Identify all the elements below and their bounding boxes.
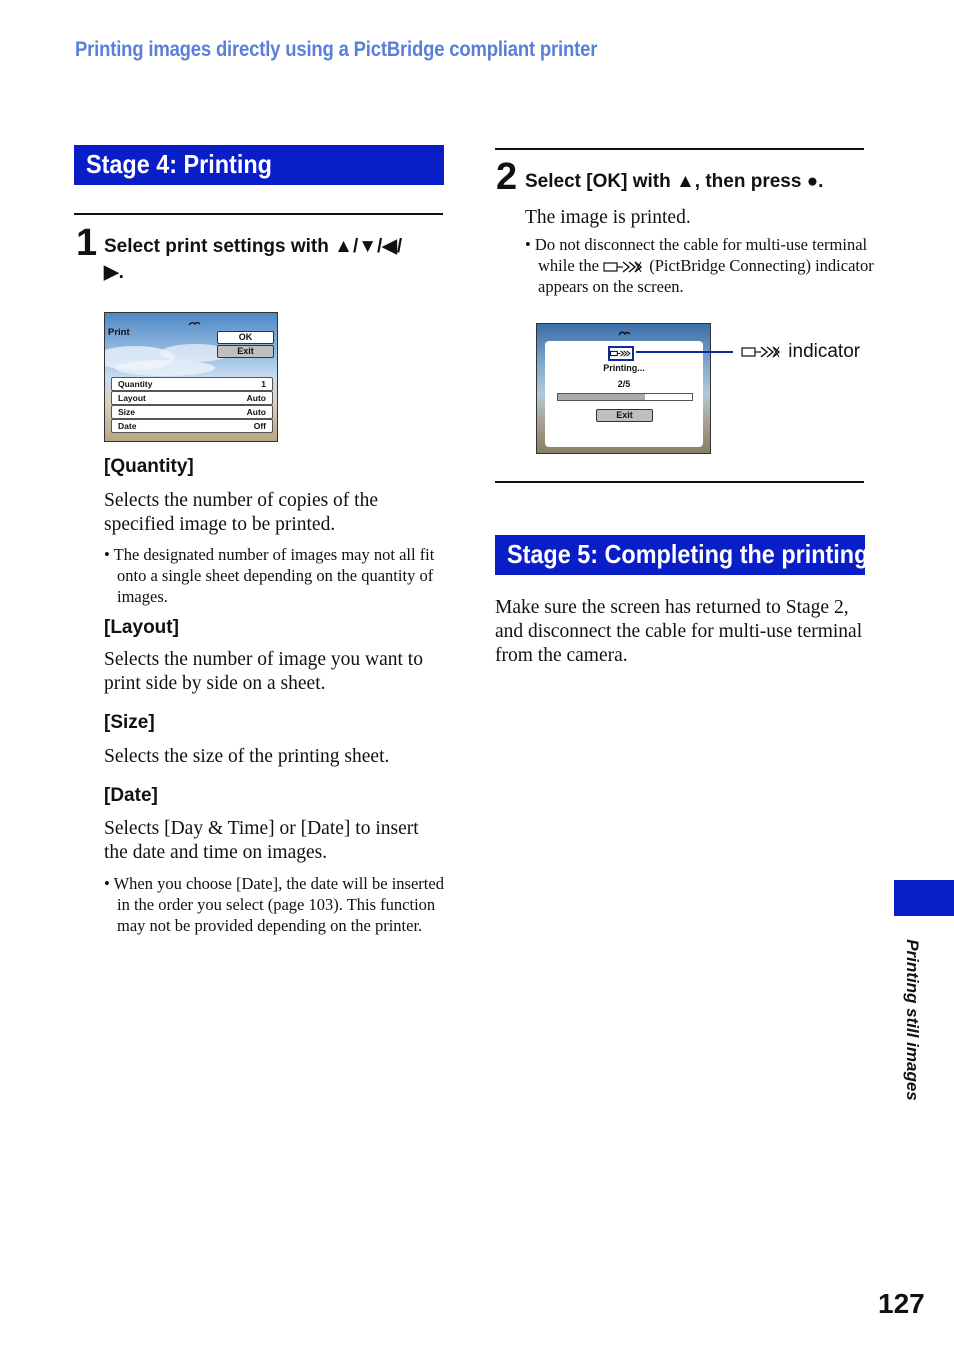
step1-text-line2: ▶. (104, 262, 124, 283)
setting-value: Auto (246, 393, 266, 403)
chapter-tab (894, 880, 954, 916)
printing-progress-screen (536, 323, 711, 454)
size-heading: [Size] (104, 712, 155, 733)
indicator-label: indicator (788, 341, 861, 362)
camera-mode-icon (537, 324, 711, 341)
stage4-title: Stage 4: Printing (86, 149, 272, 179)
pictbridge-indicator-highlight (608, 346, 634, 361)
step-number: 1 (76, 222, 98, 264)
section-rule (74, 213, 443, 215)
print-settings-screen (104, 312, 278, 442)
pictbridge-connecting-icon (603, 258, 645, 276)
stage5-title-bar (495, 535, 869, 575)
section-rule (495, 481, 864, 483)
stage5-body: Make sure the screen has returned to Stage 2, and disconnect the cable for multi-use terminal from the camera. (495, 597, 863, 666)
step2-instruction: Select [OK] with ▲, then press ●. (525, 171, 824, 192)
running-head: Printing images directly using a PictBridge compliant printer (75, 38, 598, 61)
progress-bar-fill (558, 394, 645, 400)
step-number: 2 (496, 156, 518, 198)
progress-bar (557, 393, 693, 401)
section-rule (495, 148, 864, 150)
setting-row-quantity[interactable] (111, 377, 273, 391)
pictbridge-connecting-icon (610, 348, 632, 359)
layout-body: Selects the number of image you want to print side by side on a sheet. (104, 649, 423, 694)
printing-progress-count: 2/5 (617, 379, 631, 389)
setting-name: Quantity (118, 379, 153, 389)
setting-value: 1 (261, 379, 266, 389)
date-note: • When you choose [Date], the date will be inserted in the order you select (page 103). This function may not be provided depending on the printer. (104, 874, 444, 935)
date-heading: [Date] (104, 785, 158, 806)
page-number: 127 (878, 1288, 925, 1319)
step1-text-line1: Select print settings with ▲/▼/◀/ (104, 236, 403, 257)
quantity-note: • The designated number of images may not all fit onto a single sheet depending on the quantity of images. (104, 545, 435, 606)
quantity-note-text: The designated number of images may not all fit onto a single sheet depending on the quantity of images. (113, 545, 435, 606)
setting-value: Off (253, 421, 266, 431)
exit-button[interactable]: Exit (217, 345, 274, 358)
quantity-heading: [Quantity] (104, 456, 194, 477)
print-screen-title: Print (108, 327, 130, 338)
ok-button[interactable]: OK (217, 331, 274, 344)
setting-name: Size (118, 407, 136, 417)
step2-note-text-1: Do not disconnect the cable for multi-use terminal while the (534, 235, 868, 275)
indicator-callout (741, 341, 860, 363)
step2-body: The image is printed. (525, 207, 691, 228)
exit-button[interactable]: Exit (596, 409, 653, 422)
setting-value: Auto (246, 407, 266, 417)
size-body: Selects the size of the printing sheet. (104, 746, 390, 767)
step2-note: • Do not disconnect the cable for multi-use terminal while the (PictBridge Connecting) indicator appears on the screen. (525, 235, 874, 297)
stage4-title-bar (74, 145, 444, 185)
step2-note-text-2: (PictBridge Connecting) indicator appears on the screen. (538, 256, 874, 297)
setting-row-layout[interactable] (111, 391, 273, 405)
step1-instruction (104, 234, 444, 286)
pictbridge-connecting-icon (741, 343, 783, 361)
date-body: Selects [Day & Time] or [Date] to insert the date and time on images. (104, 818, 419, 863)
chapter-side-label: Printing still images (903, 939, 922, 1101)
quantity-body: Selects the number of copies of the specified image to be printed. (104, 490, 378, 535)
layout-heading: [Layout] (104, 617, 179, 638)
setting-row-date[interactable] (111, 419, 273, 433)
setting-name: Layout (118, 393, 146, 403)
stage5-title: Stage 5: Completing the printing (507, 539, 869, 569)
date-note-text: When you choose [Date], the date will be inserted in the order you select (page 103). This function may not be provided depending on the printer. (113, 874, 444, 935)
setting-name: Date (118, 421, 137, 431)
setting-row-size[interactable] (111, 405, 273, 419)
printing-status: Printing... (603, 363, 645, 373)
